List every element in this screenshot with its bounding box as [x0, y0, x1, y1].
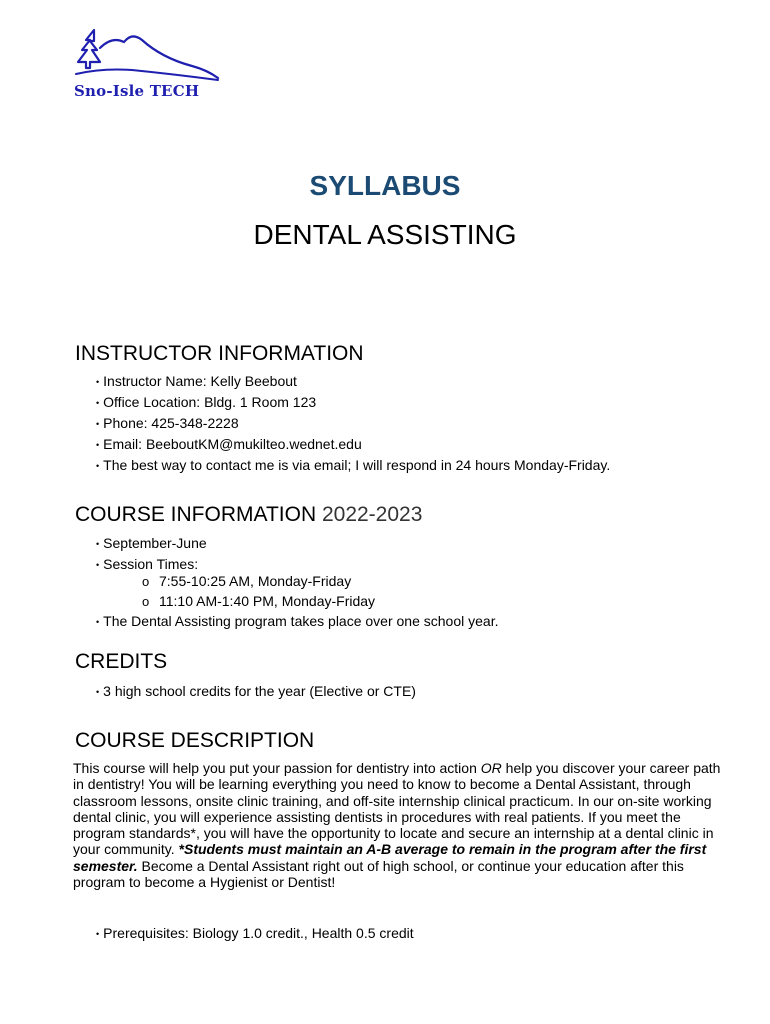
- list-item: • Instructor Name: Kelly Beebout: [96, 373, 297, 389]
- course-list: [96, 533, 207, 575]
- list-item: • September-June: [96, 535, 207, 551]
- course-note-list: [96, 611, 498, 632]
- course-heading: COURSE INFORMATION 2022-2023: [75, 503, 423, 526]
- page-title: SYLLABUS: [309, 170, 461, 201]
- description-heading: COURSE DESCRIPTION: [75, 729, 315, 752]
- list-item: • The Dental Assisting program takes place over one school year.: [96, 613, 499, 629]
- description-paragraph: This course will help you put your passion for dentistry into action OR help you discover your career path in dentistry! You will be learning everything you need to know to become a Dental Assistant, through classroom lessons, onsite clinic training, and off-site internship clinical practicum. In our on-site working dental clinic, you will experience assisting dentists in procedures with real patients. If you meet the program standards*, you will have the opportunity to locate and secure an internship at a dental clinic in your community. *Students must maintain an A-B average to remain in the program after the first semester. Become a Dental Assistant right out of high school, or continue your education after this program to become a Hygienist or Dentist!: [73, 760, 721, 891]
- session-list: [142, 572, 375, 611]
- page-subtitle: DENTAL ASSISTING: [253, 219, 517, 250]
- list-item: • Prerequisites: Biology 1.0 credit., Health 0.5 credit: [96, 925, 414, 941]
- list-item: • Session Times:: [96, 556, 199, 572]
- list-item[interactable]: • Email: BeeboutKM@mukilteo.wednet.edu: [96, 436, 362, 452]
- instructor-list: [96, 371, 610, 476]
- list-item: • The best way to contact me is via email; I will respond in 24 hours Monday-Friday.: [96, 457, 611, 473]
- instructor-heading: INSTRUCTOR INFORMATION: [75, 342, 364, 365]
- credits-heading: CREDITS: [75, 650, 168, 673]
- mountain-tree-icon: [72, 28, 222, 84]
- credits-list: [96, 681, 416, 702]
- list-item: o 11:10 AM-1:40 PM, Monday-Friday: [142, 592, 376, 609]
- list-item: • Phone: 425-348-2228: [96, 415, 239, 431]
- logo-text: Sno-Isle TECH: [74, 82, 200, 100]
- course-year: 2022-2023: [321, 503, 423, 526]
- list-item: • 3 high school credits for the year (Elective or CTE): [96, 683, 416, 699]
- sno-isle-tech-logo: [72, 28, 222, 104]
- list-item: • Office Location: Bldg. 1 Room 123: [96, 394, 317, 410]
- prereq-list: [96, 923, 414, 944]
- list-item: o 7:55-10:25 AM, Monday-Friday: [142, 573, 352, 589]
